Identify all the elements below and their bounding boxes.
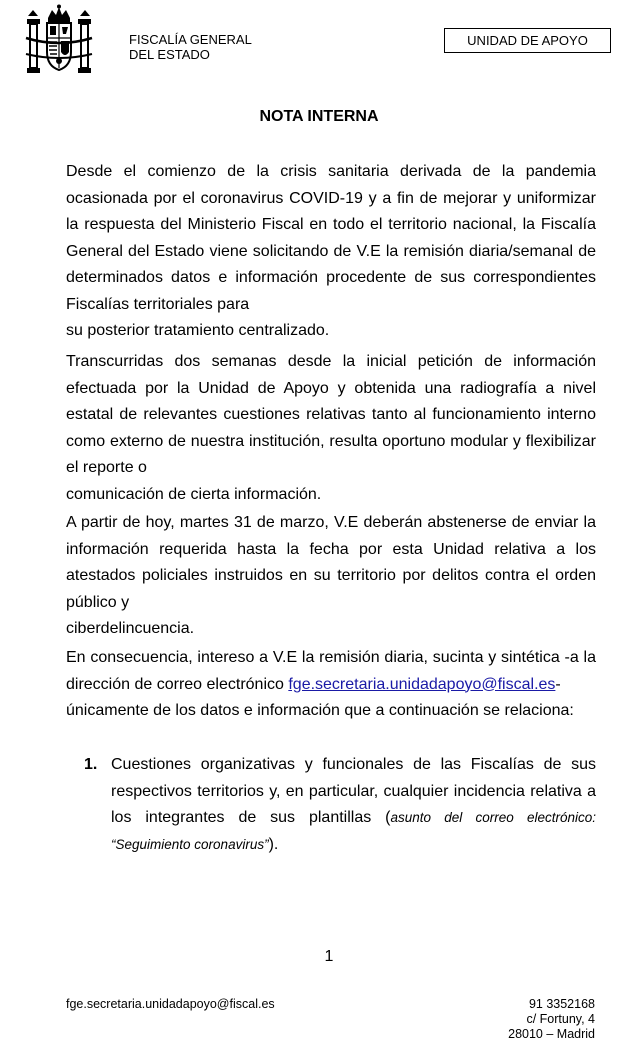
coat-of-arms-icon: [22, 4, 96, 76]
paragraph-3-last-line: ciberdelincuencia.: [66, 620, 195, 637]
paragraph-1-text: Desde el comienzo de la crisis sanitaria derivada de la pandemia ocasionada por el coronavirus COVID-19 y a fin de mejorar y uniformizar la respuesta del Ministerio Fiscal en todo el territorio nacional, la Fiscalía General del Estado viene solicitando de V.E la remisión diaria/semanal de determinados datos e información procedente de sus correspondientes Fiscalías territoriales para: [66, 163, 596, 313]
paragraph-4-last-line: únicamente de los datos e información que a continuación se relaciona:: [66, 702, 574, 719]
organization-name: [129, 32, 252, 62]
unit-label-box: UNIDAD DE APOYO: [444, 28, 611, 53]
footer-email: fge.secretaria.unidadapoyo@fiscal.es: [66, 997, 275, 1011]
list-item-text: Cuestiones organizativas y funcionales de las Fiscalías de sus respectivos territorios y, en particular, cualquier incidencia relativa a los integrantes de sus plantillas (: [111, 756, 596, 826]
footer-city: 28010 – Madrid: [508, 1027, 595, 1041]
paragraph-2-last-line: comunicación de cierta información.: [66, 485, 322, 503]
paragraph-2: [66, 349, 596, 508]
list-item-closing: ).: [268, 835, 279, 853]
organization-line-2: DEL ESTADO: [129, 47, 210, 62]
email-link[interactable]: fge.secretaria.unidadapoyo@fiscal.es: [288, 675, 556, 693]
paragraph-2-text: Transcurridas dos semanas desde la inicial petición de información efectuada por la Unidad de Apoyo y obtenida una radiografía a nivel estatal de relevantes cuestiones relativas tanto al funcionamiento interno como externo de nuestra institución, resulta oportuno modular y flexibilizar el reporte o: [66, 353, 596, 476]
footer-phone: 91 3352168: [528, 997, 595, 1011]
paragraph-1: [66, 159, 596, 345]
footer-address: [508, 997, 595, 1042]
paragraph-3: [66, 510, 596, 643]
page-number: 1: [324, 948, 334, 965]
document-title: NOTA INTERNA: [259, 108, 379, 125]
paragraph-1-last-line: su posterior tratamiento centralizado.: [66, 322, 330, 339]
list-item-number: 1.: [84, 756, 98, 773]
paragraph-4-dash: -: [555, 675, 561, 693]
paragraph-3-text: A partir de hoy, martes 31 de marzo, V.E deberán abstenerse de enviar la información requerida hasta la fecha por esta Unidad relativa a los atestados policiales instruidos en su territorio por delitos contra el orden público y: [66, 514, 596, 611]
list-item-subject-note: asunto del correo electrónico: “Seguimiento coronavirus”: [111, 810, 596, 852]
list-item: [111, 752, 596, 858]
paragraph-4-text: En consecuencia, intereso a V.E la remisión diaria, sucinta y sintética -a la dirección de correo electrónico: [66, 649, 596, 693]
paragraph-4: [66, 645, 596, 725]
footer-street: c/ Fortuny, 4: [526, 1012, 595, 1026]
organization-line-1: FISCALÍA GENERAL: [129, 32, 252, 47]
